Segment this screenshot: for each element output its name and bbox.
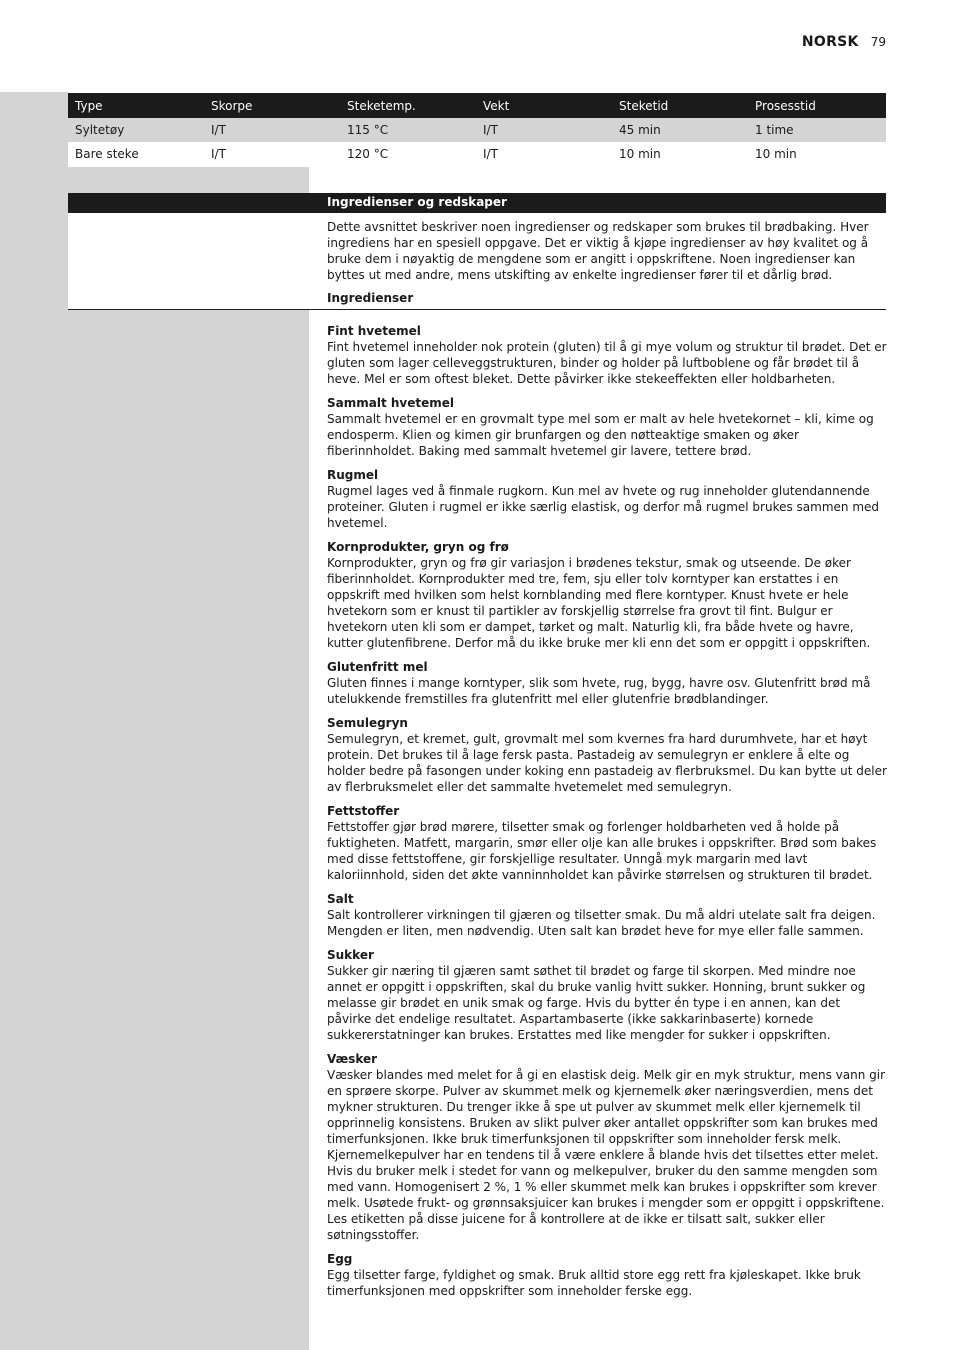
ingredient-entry bbox=[327, 891, 887, 939]
entry-title: Salt bbox=[327, 892, 354, 906]
ingredient-list bbox=[327, 323, 887, 1307]
table-cell: 120 °C bbox=[347, 146, 389, 161]
entry-text: Kornprodukter, gryn og frø gir variasjon i brødenes tekstur, smak og utseende. De øker fiberinnholdet. Kornprodukter med tre, fem, sju eller tolv korntyper kan erstattes i en oppskrift med hvilken som helst kornblanding med flere korntyper. Knust hvete er hele hvetekorn som er knust til partikler av forskjellig størrelse fra grovt til fint. Bulgur er hvetekorn uten kli som er dampet, tørket og malt. Naturlig kli, fra både hvete og havre, kutter glutenfibrene. Derfor må du ikke bruke mer kli enn det som er oppgitt i oppskriften. bbox=[327, 556, 871, 650]
entry-text: Sammalt hvetemel er en grovmalt type mel som er malt av hele hvetekornet – kli, kime og endosperm. Klien og kimen gir brunfargen og den nøtteaktige smaken og øker fiberinnholdet. Baking med sammalt hvetemel gir lavere, tettere brød. bbox=[327, 412, 874, 458]
ingredients-subheading: Ingredienser bbox=[327, 291, 414, 305]
page-margin-band bbox=[0, 92, 68, 1350]
ingredient-entry bbox=[327, 803, 887, 883]
ingredient-entry bbox=[327, 323, 887, 387]
ingredient-entry bbox=[327, 947, 887, 1043]
section-title: Ingredienser og redskaper bbox=[68, 193, 886, 213]
entry-text: Egg tilsetter farge, fyldighet og smak. Bruk alltid store egg rett fra kjøleskapet. Ikke bruk timerfunksjonen med oppskrifter som inneholder ferske egg. bbox=[327, 1268, 861, 1298]
baking-program-table bbox=[68, 93, 886, 166]
entry-text: Væsker blandes med melet for å gi en elastisk deig. Melk gir en myk struktur, mens vann gir en sprøere skorpe. Pulver av skummet melk og kjernemelk øker næringsverdien, mens det mykner strukturen. Du trenger ikke å spe ut pulver av skummet melk eller kjernemelk til opprinnelig konsistens. Bruken av slikt pulver øker antallet oppskrifter som kan brukes med timerfunksjonen. Ikke bruk timerfunksjonen til oppskrifter som inneholder fersk melk. Kjernemelkepulver har en tendens til å være enklere å blande hvis det tilsettes etter melet. bbox=[327, 1068, 886, 1162]
entry-text: Sukker gir næring til gjæren samt søthet til brødet og farge til skorpen. Med mindre noe annet er oppgitt i oppskriften, skal du bruke vanlig hvitt sukker. Honning, brunt sukker og melasse gir brødet en unik smak og farge. Hvis du bytter én type i en annen, kan det påvirke det endelige resultatet. Aspartambaserte (ikke sakkarinbaserte) kornede sukkererstatninger kan brukes. Erstattes med like mengder for sukker i oppskriften. bbox=[327, 964, 866, 1042]
entry-text: Salt kontrollerer virkningen til gjæren og tilsetter smak. Du må aldri utelate salt fra deigen. Mengden er liten, men nødvendig. Uten salt kan brødet heve for mye eller falle sammen. bbox=[327, 908, 876, 938]
table-cell: 10 min bbox=[619, 146, 661, 161]
entry-title: Sukker bbox=[327, 948, 374, 962]
column-header: Steketid bbox=[612, 93, 748, 118]
table-cell: 10 min bbox=[755, 146, 797, 161]
entry-title: Egg bbox=[327, 1252, 353, 1266]
entry-title: Semulegryn bbox=[327, 716, 408, 730]
intro-paragraph: Dette avsnittet beskriver noen ingredienser og redskaper som brukes til brødbaking. Hver ingrediens har en spesiell oppgave. Det er viktig å kjøpe ingredienser av høy kvalitet og å bruke dem i nøyaktig de mengdene som er angitt i oppskriftene. Noen ingredienser kan byttes ut med andre, mens utskifting av enkelte ingredienser fører til et dårlig brød. bbox=[327, 220, 869, 282]
entry-text: Rugmel lages ved å finmale rugkorn. Kun mel av hvete og rug inneholder glutendannende proteiner. Gluten i rugmel er ikke særlig elastisk, og derfor må rugmel brukes sammen med hvetemel. bbox=[327, 484, 880, 530]
entry-text-continued: Hvis du bruker melk i stedet for vann og melkepulver, bruker du den samme mengden som med vann. Homogenisert 2 %, 1 % eller skummet melk kan brukes i oppskrifter som krever melk. Usøtede frukt- og grønnsaksjuicer kan brukes i mengder som er oppgitt i oppskriftene. Les etiketten på disse juicene for å kontrollere at de ikke er tilsatt salt, sukker eller søtningsstoffer. bbox=[327, 1164, 885, 1242]
table-row bbox=[68, 142, 886, 166]
table-cell: I/T bbox=[211, 146, 226, 161]
ingredient-entry bbox=[327, 659, 887, 707]
entry-text: Fint hvetemel inneholder nok protein (gluten) til å gi mye volum og struktur til brødet. Det er gluten som lager celleveggstrukturen, binder og holder på luftboblene og får brødet til å heve. Mel er som oftest bleket. Dette påvirker ikke stekeeffekten eller holdbarheten. bbox=[327, 340, 887, 386]
column-header: Skorpe bbox=[204, 93, 340, 118]
entry-text: Fettstoffer gjør brød mørere, tilsetter smak og forlenger holdbarheten ved å holde på fuktigheten. Matfett, margarin, smør eller olje kan alle brukes i oppskrifter. Brød som bakes med disse fettstoffene, gir forskjellige resultater. Unngå myk margarin med lavt kaloriinnhold, siden det økte vanninnholdet kan påvirke størrelsen og strukturen til brødet. bbox=[327, 820, 877, 882]
table-header-row bbox=[68, 93, 886, 118]
section-intro bbox=[327, 219, 887, 283]
entry-title: Glutenfritt mel bbox=[327, 660, 428, 674]
entry-title: Fettstoffer bbox=[327, 804, 400, 818]
table-row bbox=[68, 118, 886, 142]
intro-left-blank bbox=[68, 213, 309, 309]
ingredient-entry bbox=[327, 1251, 887, 1299]
entry-title: Rugmel bbox=[327, 468, 379, 482]
entry-text: Semulegryn, et kremet, gult, grovmalt mel som kvernes fra hard durumhvete, har et høyt protein. Det brukes til å lage fersk pasta. Pastadeig av semulegryn er enklere å elte og holder bedre på fasongen under koking enn pastadeig av flerbruksmel. Du kan bytte ut deler av flerbruksmelet eller det sammalte hvetemelet med semulegryn. bbox=[327, 732, 887, 794]
left-column-band bbox=[68, 190, 309, 1350]
entry-title: Fint hvetemel bbox=[327, 324, 421, 338]
column-header: Vekt bbox=[476, 93, 612, 118]
table-cell: Syltetøy bbox=[68, 118, 204, 142]
table-cell: 45 min bbox=[612, 118, 748, 142]
ingredient-entry bbox=[327, 467, 887, 531]
table-cell: Bare steke bbox=[75, 146, 139, 161]
page-header bbox=[802, 34, 886, 50]
column-header: Type bbox=[68, 93, 204, 118]
ingredient-entry bbox=[327, 395, 887, 459]
table-cell: I/T bbox=[204, 118, 340, 142]
language-label: NORSK bbox=[801, 34, 859, 50]
table-cell: I/T bbox=[476, 118, 612, 142]
ingredient-entry bbox=[327, 539, 887, 651]
column-header: Prosesstid bbox=[748, 93, 886, 118]
column-header: Steketemp. bbox=[340, 93, 476, 118]
entry-title: Kornprodukter, gryn og frø bbox=[327, 540, 509, 554]
page-number: 79 bbox=[870, 35, 886, 49]
entry-title: Sammalt hvetemel bbox=[327, 396, 455, 410]
table-cell: 115 °C bbox=[340, 118, 476, 142]
table-cell: I/T bbox=[483, 146, 498, 161]
table-cell: 1 time bbox=[748, 118, 886, 142]
entry-text: Gluten finnes i mange korntyper, slik som hvete, rug, bygg, havre osv. Glutenfritt brød må utelukkende fremstilles fra glutenfritt mel eller glutenfrie brødblandinger. bbox=[327, 676, 871, 706]
entry-title: Væsker bbox=[327, 1052, 378, 1066]
ingredient-entry bbox=[327, 1051, 887, 1243]
ingredient-entry bbox=[327, 715, 887, 795]
table-gap-band bbox=[68, 167, 309, 192]
